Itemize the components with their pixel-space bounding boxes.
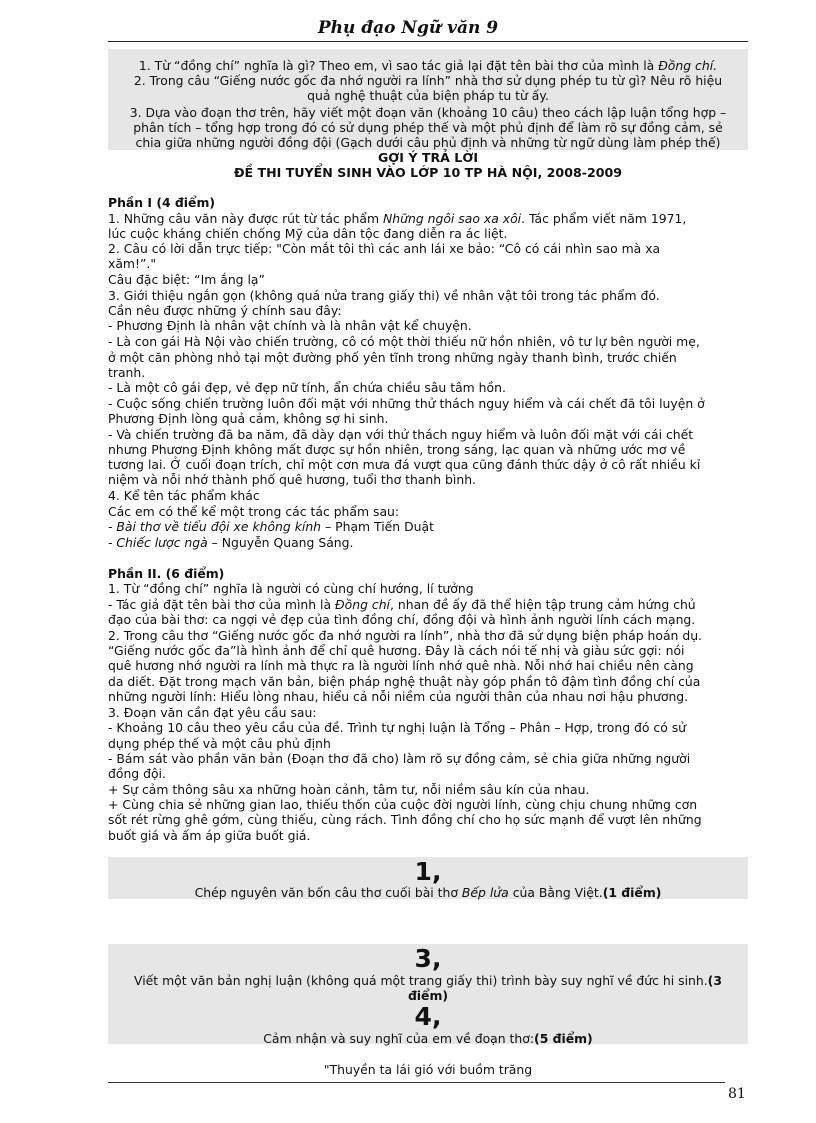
text-line: đồng đội. (108, 766, 166, 781)
header-divider (108, 41, 748, 42)
text-line: xăm!”." (108, 256, 157, 271)
text-line: tranh. (108, 365, 146, 380)
page-header-title: Phụ đạo Ngữ văn 9 (317, 18, 499, 38)
text-line: 4. Kể tên tác phẩm khác (108, 488, 260, 503)
text-line: những người lính: Hiểu lòng nhau, hiểu cả nỗi niềm của người thân của nhau nơi hậu phương. (108, 689, 689, 704)
exercise-3-4-box (108, 944, 748, 1044)
text-line: ở một căn phòng nhỏ tại một đường phố yên tĩnh trong những ngày thanh bình, trước chiến (108, 350, 677, 365)
part-2-heading: Phần II. (6 điểm) (108, 566, 225, 581)
exercise-4-number: 4, (414, 1002, 442, 1031)
question-3-line-3: chia giữa những người đồng đội (Gạch dưới câu phủ định và những từ ngữ dùng làm phép thế) (135, 135, 721, 150)
text-line: Các em có thể kể một trong các tác phẩm sau: (108, 504, 400, 519)
question-3-line-1: 3. Dựa vào đoạn thơ trên, hãy viết một đoạn văn (khoảng 10 câu) theo cách lập luận tổng hợp – (129, 105, 727, 120)
question-2-line-1: 2. Trong câu “Giếng nước gốc đa nhớ người ra lính” nhà thơ sử dụng phép tu từ gì? Nêu rõ hiệu (133, 73, 723, 88)
text-line: tương lai. Ở cuối đoạn trích, chỉ một cơn mưa đá vượt qua cũng đánh thức dậy ở cô rất nhiều kỉ (108, 457, 701, 472)
poem-line: "Thuyền ta lái gió với buồm trăng (323, 1062, 533, 1077)
text-line: sốt rét rừng ghê gớm, cùng thiếu, cùng rách. Tình đồng chí cho họ sức mạnh để vượt lên những (108, 812, 702, 827)
text-line: 3. Giới thiệu ngắn gọn (không quá nửa trang giấy thi) về nhân vật tôi trong tác phẩm đó. (108, 288, 660, 303)
text-line: đạo của bài thơ: ca ngợi vẻ đẹp của tình đồng chí, đồng đội và hình ảnh người lính cách mạng. (108, 612, 696, 627)
exercise-1-number: 1, (414, 857, 442, 886)
text-line: 1. Những câu văn này được rút từ tác phẩm Những ngôi sao xa xôi. Tác phẩm viết năm 1971, (108, 211, 687, 226)
exercise-4-text: Cảm nhận và suy nghĩ của em về đoạn thơ:(5 điểm) (263, 1031, 593, 1046)
text-line: da diết. Đặt trong mạch văn bản, biện pháp nghệ thuật này góp phần tô đậm tình đồng chí của (108, 674, 701, 689)
text-line: Câu đặc biệt: “Im ắng lạ” (108, 272, 265, 287)
text-line: - Khoảng 10 câu theo yêu cầu của đề. Trình tự nghị luận là Tổng – Phân – Hợp, trong đó có sử (108, 720, 687, 735)
question-1: 1. Từ “đồng chí” nghĩa là gì? Theo em, vì sao tác giả lại đặt tên bài thơ của mình là Đồng chí. (138, 58, 718, 73)
text-line: - Và chiến trường đã ba năm, đã dày dạn với thử thách nguy hiểm và luôn đối mặt với cái chết (108, 427, 694, 442)
text-line: lúc cuộc kháng chiến chống Mỹ của dân tộc đang diễn ra ác liệt. (108, 226, 508, 241)
part-1-heading: Phần I (4 điểm) (108, 195, 216, 210)
exercise-1-text: Chép nguyên văn bốn câu thơ cuối bài thơ Bếp lửa của Bằng Việt.(1 điểm) (194, 885, 662, 900)
text-line: - Bám sát vào phần văn bản (Đoạn thơ đã cho) làm rõ sự đồng cảm, sẻ chia giữa những người (108, 751, 691, 766)
text-line: Cần nêu được những ý chính sau đây: (108, 303, 342, 318)
questions-box (108, 49, 748, 150)
exercise-1-box (108, 857, 748, 899)
text-line: - Chiếc lược ngà – Nguyễn Quang Sáng. (108, 535, 354, 550)
page-number: 81 (728, 1086, 746, 1102)
text-line: - Là một cô gái đẹp, vẻ đẹp nữ tính, ẩn chứa chiều sâu tâm hồn. (108, 380, 506, 395)
text-line: 1. Từ “đồng chí” nghĩa là người có cùng chí hướng, lí tưởng (108, 581, 474, 596)
exercise-3-number: 3, (414, 944, 442, 973)
exercise-3-text: Viết một văn bản nghị luận (không quá một trang giấy thi) trình bày suy nghĩ về đức hi sinh.(3 (134, 973, 722, 988)
exercise-3-points: điểm) (407, 988, 449, 1003)
question-2-line-2: quả nghệ thuật của biện pháp tu từ ấy. (307, 88, 549, 103)
exam-title: ĐỀ THI TUYỂN SINH VÀO LỚP 10 TP HÀ NỘI, 2008-2009 (233, 165, 622, 180)
text-line: quê hương nhớ người ra lính mà thực ra là người lính nhớ quê nhà. Nỗi nhớ hai chiều nên càng (108, 658, 694, 673)
text-line: + Cùng chia sẻ những gian lao, thiếu thốn của cuộc đời người lính, cùng chịu chung những cơn (108, 797, 698, 812)
text-line: 2. Trong câu thơ “Giếng nước gốc đa nhớ người ra lính”, nhà thơ đã sử dụng biện pháp hoán dụ. (108, 628, 702, 643)
text-line: dụng phép thế và một câu phủ định (108, 736, 331, 751)
text-line: + Sự cảm thông sâu xa những hoàn cảnh, tâm tư, nỗi niềm sâu kín của nhau. (108, 782, 590, 797)
text-line: - Bài thơ về tiểu đội xe không kính – Phạm Tiến Duật (108, 519, 434, 534)
footer-divider (108, 1082, 725, 1083)
answer-title: GỢI Ý TRẢ LỜI (377, 150, 479, 165)
text-line: “Giếng nước gốc đa”là hình ảnh để chỉ quê hương. Đây là cách nói tế nhị và giàu sức gợi: nói (108, 643, 685, 658)
text-line: 3. Đoạn văn cần đạt yêu cầu sau: (108, 705, 317, 720)
text-line: - Là con gái Hà Nội vào chiến trường, cô có một thời thiếu nữ hồn nhiên, vô tư lự bên người mẹ, (108, 334, 700, 349)
text-line: - Phương Định là nhân vật chính và là nhân vật kể chuyện. (108, 318, 472, 333)
question-3-line-2: phân tích – tổng hợp trong đó có sử dụng phép thế và một phủ định để làm rõ sự đồng cảm, sẻ (133, 120, 723, 135)
text-line: - Tác giả đặt tên bài thơ của mình là Đồng chí, nhan đề ấy đã thể hiện tập trung cảm hứng chủ (108, 597, 696, 612)
text-line: nhưng Phương Định không mất được sự hồn nhiên, trong sáng, lạc quan và những ước mơ về (108, 442, 686, 457)
text-line: - Cuộc sống chiến trường luôn đối mặt với những thử thách nguy hiểm và cái chết đã tôi luyện ở (108, 396, 705, 411)
text-line: buốt giá và ấm áp giữa buốt giá. (108, 828, 311, 843)
text-line: 2. Câu có lời dẫn trực tiếp: "Còn mắt tôi thì các anh lái xe bảo: “Cô có cái nhìn sao mà xa (108, 241, 661, 256)
text-line: niệm và nỗi nhớ thành phố quê hương, tuổi thơ thanh bình. (108, 472, 476, 487)
text-line: Phương Định lòng quả cảm, không sợ hi sinh. (108, 411, 389, 426)
